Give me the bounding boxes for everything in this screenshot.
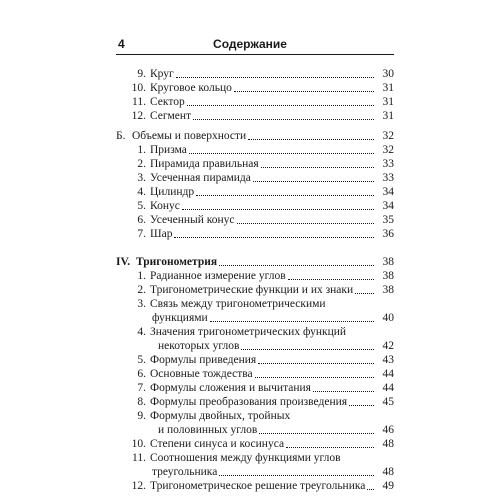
toc-entry[interactable]: 1. Призма 32: [137, 144, 394, 156]
toc-entry[interactable]: 11. Сектор 31: [132, 96, 394, 108]
toc-entry[interactable]: 12. Сегмент 31: [131, 110, 394, 122]
toc-entry[interactable]: 12. Тригонометрическое решение треугольника 49: [131, 480, 394, 492]
toc-entry-continuation[interactable]: и половинных углов 46: [158, 424, 394, 436]
toc-entry[interactable]: 5. Конус 34: [137, 200, 394, 212]
toc-entry[interactable]: 6. Основные тождества 44: [137, 368, 394, 380]
toc-entry[interactable]: 9. Круг 30: [137, 68, 394, 80]
toc-entry[interactable]: 5. Формулы приведения 43: [137, 354, 394, 366]
toc-entry[interactable]: 11. Соотношения между функциями углов: [132, 452, 341, 464]
toc-entry-continuation[interactable]: треугольника 48: [152, 466, 394, 478]
toc-entry[interactable]: 4. Цилиндр 34: [137, 186, 394, 198]
toc-entry[interactable]: 8. Формулы преобразования произведения 45: [137, 396, 394, 408]
page-number: 4: [118, 37, 125, 51]
toc-entry[interactable]: 4. Значения тригонометрических функций: [137, 326, 347, 338]
running-header-title: Содержание: [213, 37, 287, 51]
toc-entry-continuation[interactable]: некоторых углов 42: [158, 340, 394, 352]
toc-entry[interactable]: 10. Степени синуса и косинуса 48: [131, 438, 394, 450]
toc-entry[interactable]: 10. Круговое кольцо 31: [131, 82, 394, 94]
toc-entry[interactable]: 9. Формулы двойных, тройных: [137, 410, 291, 422]
toc-entry[interactable]: 7. Шар 36: [137, 228, 394, 240]
toc-entry[interactable]: 7. Формулы сложения и вычитания 44: [137, 382, 394, 394]
toc-chapter-heading[interactable]: IV. Тригонометрия 38: [116, 256, 394, 268]
toc-section-heading[interactable]: Б. Объемы и поверхности 32: [116, 130, 394, 142]
toc-entry[interactable]: 2. Тригонометрические функции и их знаки 38: [137, 284, 394, 296]
toc-entry-continuation[interactable]: функциями 40: [152, 312, 394, 324]
toc-entry[interactable]: 3. Усеченная пирамида 33: [137, 172, 394, 184]
toc-entry[interactable]: 6. Усеченный конус 35: [137, 214, 394, 226]
toc-entry[interactable]: 3. Связь между тригонометрическими: [137, 298, 326, 310]
toc-entry[interactable]: 1. Радианное измерение углов 38: [137, 270, 394, 282]
toc-entry[interactable]: 2. Пирамида правильная 33: [137, 158, 394, 170]
